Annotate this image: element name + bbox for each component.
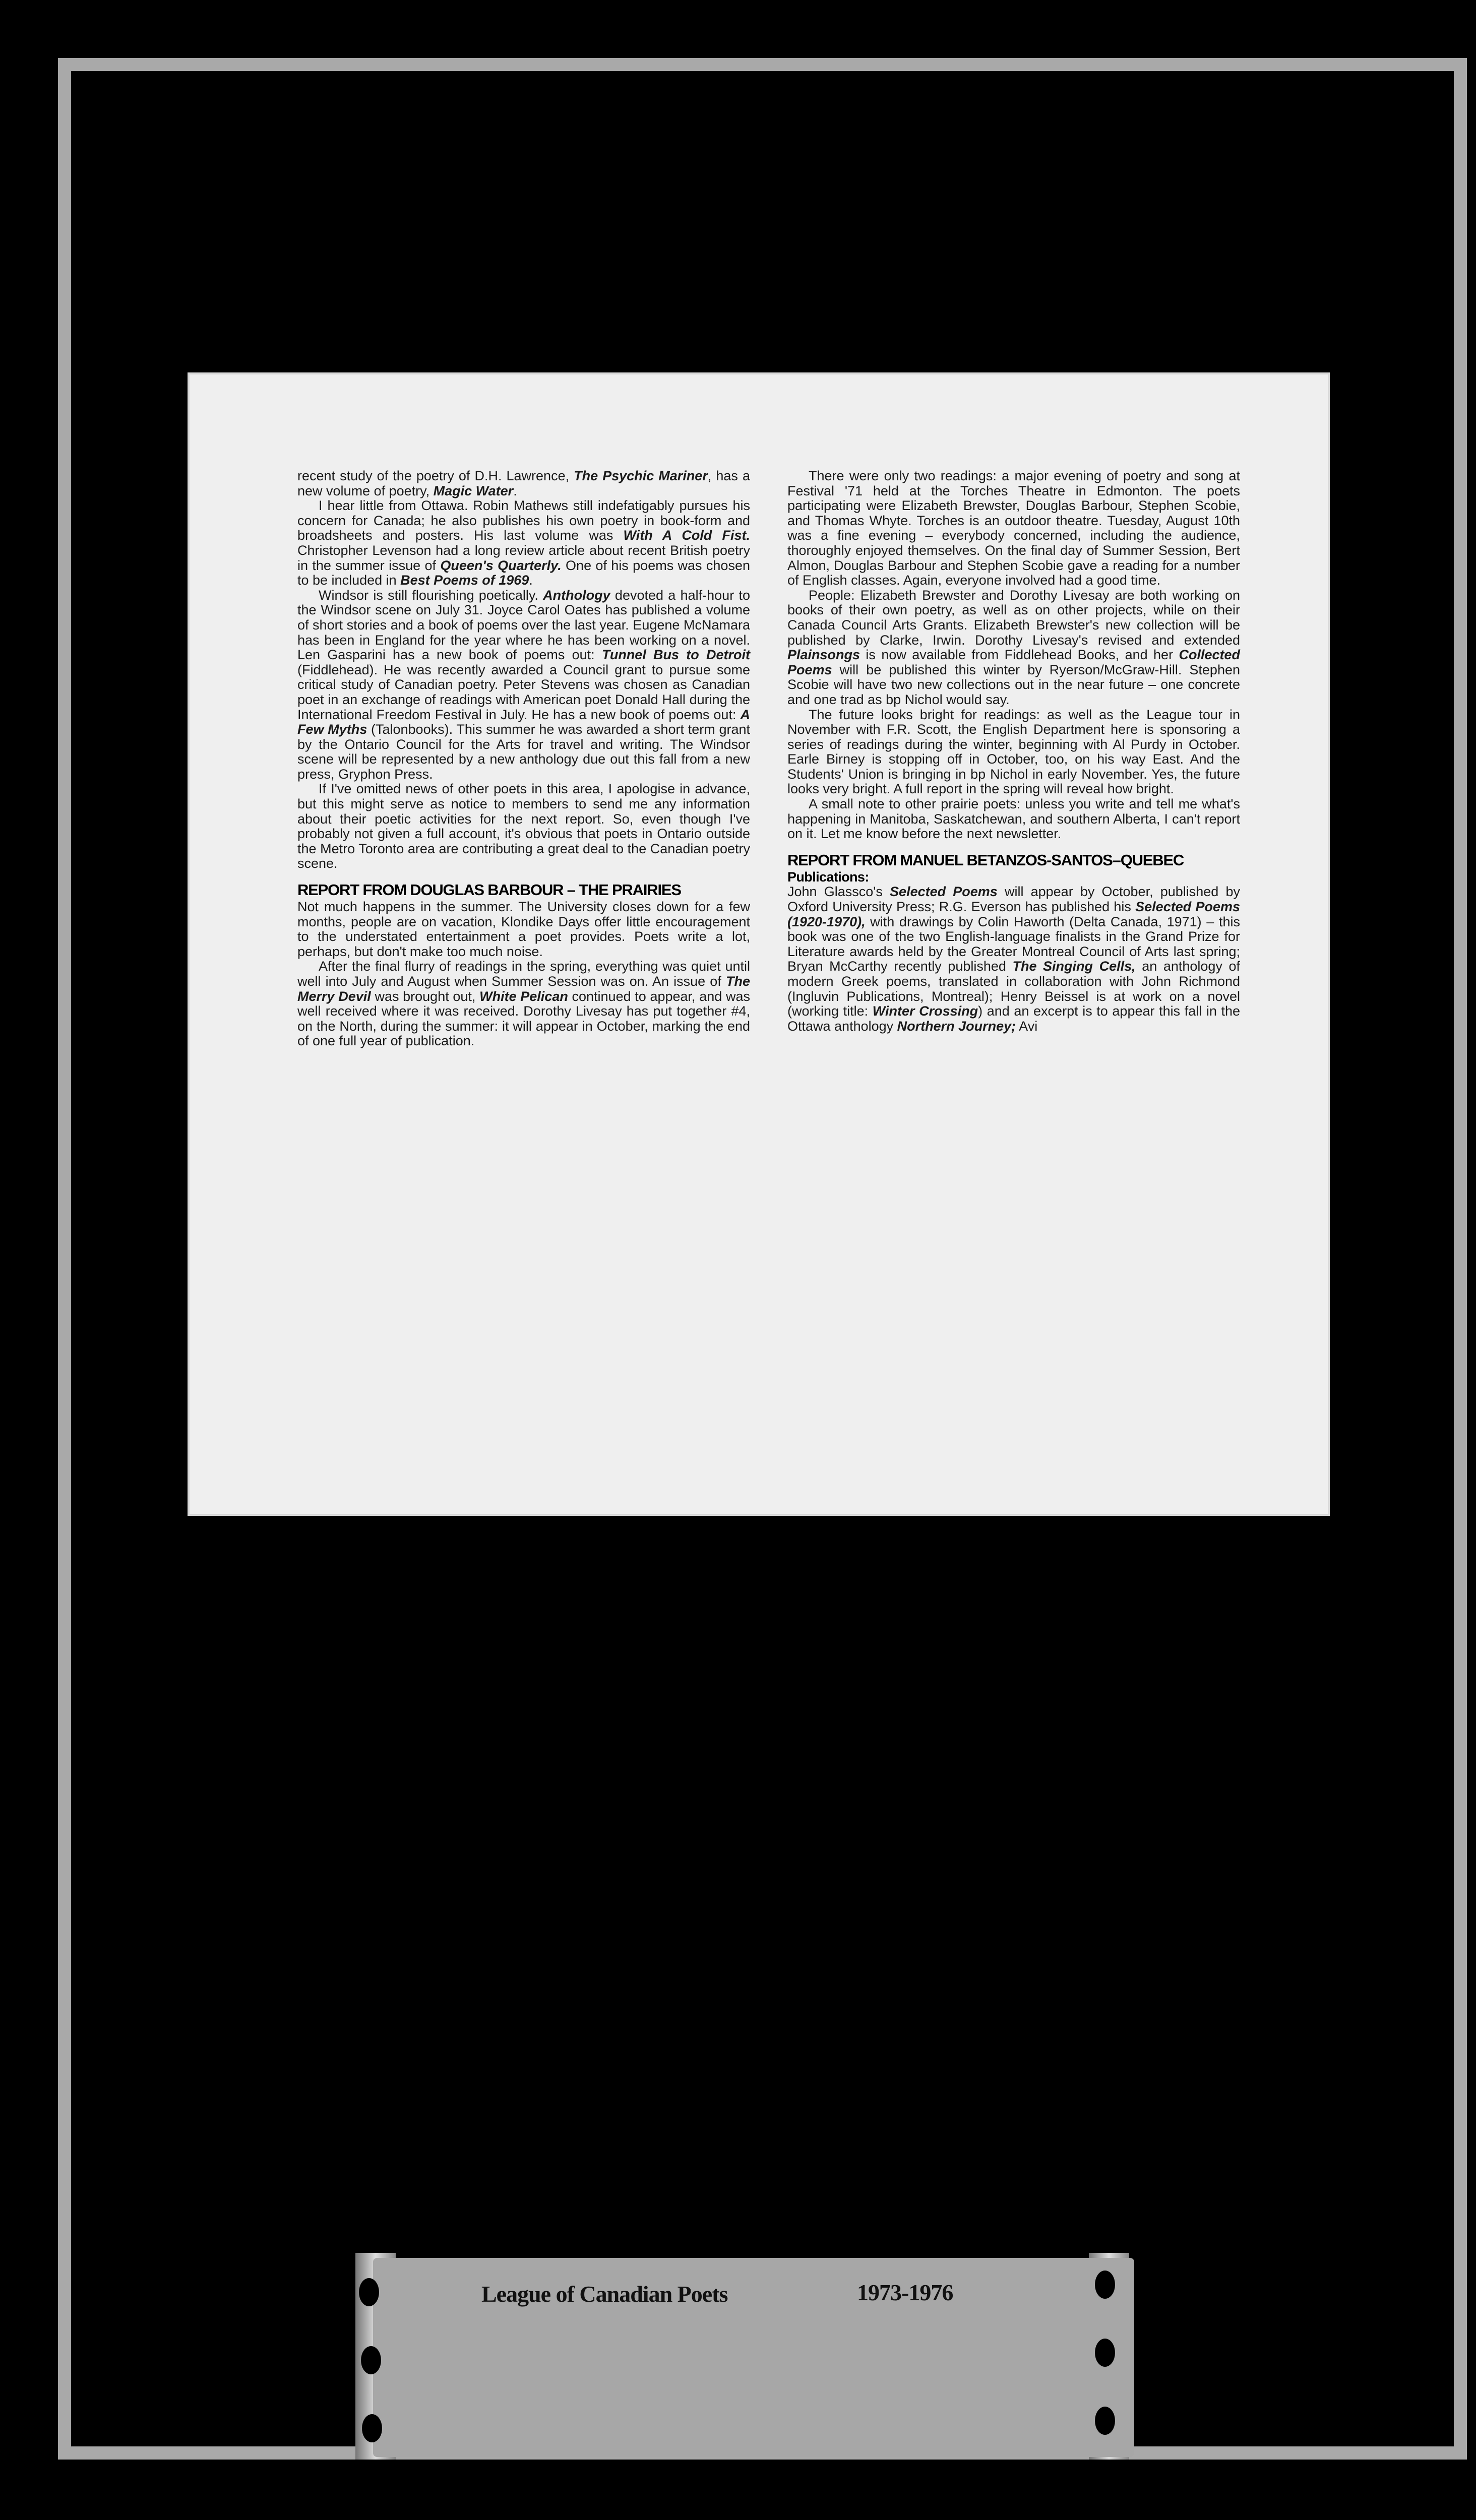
text-run: There were only two readings: a major evening of poetry and song at Festival '71 held at the Torches Theatre in Edmonton. The poets participating were Elizabeth Brewster, Douglas Barbour, Stephen Scobie, and Thomas Whyte. Torches is an outdoor theatre. Tuesday, August 10th was a fine evening – everybody concerned, including the audience, thoroughly enjoyed themselves. On the final day of Summer Session, Bert Almon, Douglas Barbour and Stephen Scobie gave a reading for a number of English classes. Again, everyone involved had a good time. [787, 468, 1240, 588]
title-emphasis: A Few Myths [297, 707, 750, 737]
paragraph [297, 900, 750, 959]
document-page [190, 374, 1328, 1514]
sprocket-hole [1095, 2339, 1115, 2367]
title-emphasis: Collected Poems [787, 647, 1240, 677]
text-run: Not much happens in the summer. The University closes down for a few months, people are on vacation, Klondike Days offer little encouragement to the understated entertainment a poet provides. Poets write a lot, perhaps, but don't make too much noise. [297, 899, 750, 959]
sprocket-hole [359, 2278, 379, 2306]
title-emphasis: Anthology [543, 587, 610, 603]
text-run: an anthology of modern Greek poems, translated in collaboration with John Richmond (Ingluvin Publications, Montreal); Henry Beissel is at work on a novel (working title: [787, 959, 1240, 1019]
paragraph [787, 797, 1240, 842]
text-run: (Talonbooks). This summer he was awarded a short term grant by the Ontario Council for the Arts for travel and writing. The Windsor scene will be represented by a new anthology due out this fall from a new press, Gryphon Press. [297, 722, 750, 782]
text-run: with drawings by Colin Haworth (Delta Canada, 1971) – this book was one of the two English-language finalists in the Grand Prize for Literature awards held by the Greater Montreal Council of Arts last spring; Bryan McCarthy recently published [787, 914, 1240, 974]
text-run: A small note to other prairie poets: unless you write and tell me what's happening in Manitoba, Saskatchewan, and southern Alberta, I can't report on it. Let me know before the next newsletter. [787, 796, 1240, 842]
label-years: 1973-1976 [857, 2280, 953, 2305]
title-emphasis: Plainsongs [787, 647, 860, 663]
sprocket-hole [361, 2346, 381, 2374]
text-run: recent study of the poetry of D.H. Lawrence, [297, 468, 574, 483]
text-run: ) and an excerpt is to appear this fall in the Ottawa anthology [787, 1003, 1240, 1034]
title-emphasis: Winter Crossing [872, 1003, 978, 1019]
section-heading-quebec: REPORT FROM MANUEL BETANZOS-SANTOS–QUEBEC [787, 851, 1184, 869]
sprocket-hole [362, 2414, 382, 2442]
title-emphasis: Selected Poems (1920-1970), [787, 899, 1240, 929]
paragraph [787, 469, 1240, 588]
title-emphasis: With A Cold Fist. [623, 528, 750, 543]
text-run: will be published this winter by Ryerson/McGraw-Hill. Stephen Scobie will have two new collections out in the near future – one concrete and one trad as bp Nichol would say. [787, 662, 1240, 707]
title-emphasis: White Pelican [479, 988, 568, 1004]
title-emphasis: The Merry Devil [297, 974, 750, 1004]
text-run: . [529, 573, 533, 588]
right-column [787, 469, 1240, 1034]
right-paragraphs-after [787, 885, 1240, 1034]
text-run: continued to appear, and was well received where it was received. Dorothy Livesay has put together #4, on the North, during the summer: it will appear in October, marking the end of one full year of publication. [297, 988, 750, 1049]
text-run: One of his poems was chosen to be included in [297, 557, 750, 588]
left-paragraphs-after [297, 900, 750, 1049]
paragraph [297, 498, 750, 588]
title-emphasis: Northern Journey; [897, 1018, 1016, 1034]
left-column [297, 469, 750, 1049]
text-run: devoted a half-hour to the Windsor scene on July 31. Joyce Carol Oates has published a volume of short stories and a book of poems over the last year. Eugene McNamara has been in England for the year where he has been working on a novel. Len Gasparini has a new book of poems out: [297, 587, 750, 663]
microfilm-label-card [373, 2258, 1134, 2457]
text-run: Christopher Levenson had a long review article about recent British poetry in the summer issue of [297, 542, 750, 573]
paragraph [297, 469, 750, 498]
paragraph [297, 588, 750, 782]
text-run: If I've omitted news of other poets in this area, I apologise in advance, but this might serve as notice to members to send me any information about their poetic activities for the next report. So, even though I've probably not given a full account, it's obvious that poets in Ontario outside the Metro Toronto area are contributing a great deal to the Canadian poetry scene. [297, 781, 750, 871]
text-run: After the final flurry of readings in the spring, everything was quiet until well into July and August when Summer Session was on. An issue of [297, 959, 750, 989]
title-emphasis: Best Poems of 1969 [400, 573, 529, 588]
section-heading-prairies: REPORT FROM DOUGLAS BARBOUR – THE PRAIRIES [297, 881, 681, 899]
text-run: was brought out, [371, 988, 480, 1004]
text-run: I hear little from Ottawa. Robin Mathews still indefatigably pursues his concern for Canada; he also publishes his own poetry in book-form and broadsheets and posters. His last volume was [297, 498, 750, 543]
text-run: , has a new volume of poetry, [297, 468, 750, 498]
paragraph [787, 588, 1240, 708]
text-run: (Fiddlehead). He was recently awarded a Council grant to pursue some critical study of Canadian poetry. Peter Stevens was chosen as Canadian poet in an exchange of readings with American poet Donald Hall during the International Freedom Festival in July. He has a new book of poems out: [297, 662, 750, 722]
right-paragraphs [787, 469, 1240, 842]
title-emphasis: The Singing Cells, [1012, 959, 1136, 974]
left-paragraphs [297, 469, 750, 871]
text-run: will appear by October, published by Oxford University Press; R.G. Everson has published his [787, 884, 1240, 915]
subheading-publications: Publications: [787, 869, 869, 885]
paragraph [297, 782, 750, 871]
text-run: . [513, 483, 517, 498]
sprocket-hole [1095, 2271, 1115, 2299]
text-run: John Glassco's [787, 884, 890, 900]
text-run: Avi [1016, 1018, 1038, 1034]
title-emphasis: Selected Poems [890, 884, 998, 900]
text-run: is now available from Fiddlehead Books, and her [860, 647, 1179, 663]
title-emphasis: Tunnel Bus to Detroit [601, 647, 750, 663]
paragraph [297, 959, 750, 1049]
sprocket-hole [1095, 2407, 1115, 2435]
label-title: League of Canadian Poets [481, 2281, 728, 2307]
title-emphasis: Magic Water [433, 483, 514, 498]
text-run: Windsor is still flourishing poetically. [319, 587, 543, 603]
text-run: The future looks bright for readings: as well as the League tour in November with F.R. Scott, the English Department here is sponsoring a series of readings during the winter, beginning with Al Purdy in October. Earle Birney is stopping off in October, too, on his way East. And the Students' Union is bringing in bp Nichol in early November. Yes, the future looks very bright. A full report in the spring will reveal how bright. [787, 707, 1240, 797]
title-emphasis: Queen's Quarterly. [440, 557, 562, 573]
paragraph [787, 885, 1240, 1034]
text-run: People: Elizabeth Brewster and Dorothy Livesay are both working on books of their own poetry, as well as on other projects, while on their Canada Council Arts Grants. Elizabeth Brewster's new collection will be published by Clarke, Irwin. Dorothy Livesay's revised and extended [787, 587, 1240, 648]
paragraph [787, 708, 1240, 797]
title-emphasis: The Psychic Mariner [574, 468, 708, 483]
